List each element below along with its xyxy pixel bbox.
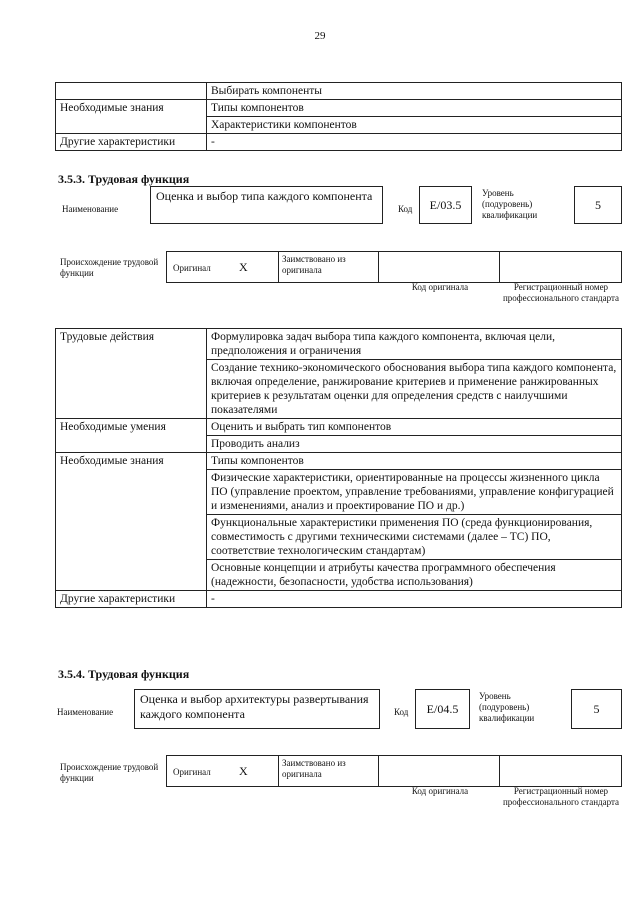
- table-row: [56, 419, 622, 436]
- row-value: Создание технико-экономического обоснования выбора типа каждого компонента, включая определение, ранжирование критериев и применение ранжированных критериев к результатам оценки для определения средств с наилучшими показателями: [207, 360, 622, 419]
- row-label: [56, 117, 207, 134]
- name-label: Наименование: [62, 204, 119, 214]
- reg-number-caption: Регистрационный номер профессионального стандарта: [502, 786, 620, 807]
- row-label: [56, 83, 207, 100]
- row-label: Необходимые знания: [56, 100, 207, 117]
- row-value: Функциональные характеристики применения ПО (среда функционирования, совместимость с другими техническими системами (далее – ТС) ПО, соответствие технологическим стандартам): [207, 515, 622, 560]
- row-value: Выбирать компоненты: [207, 83, 622, 100]
- borrowed-cell: Заимствовано из оригинала: [278, 755, 379, 787]
- origin-label: Происхождение трудовой функции: [60, 762, 159, 783]
- original-mark: X: [239, 260, 248, 274]
- function-name-box: Оценка и выбор типа каждого компонента: [150, 186, 383, 224]
- table-row: [56, 591, 622, 608]
- row-value: Оценить и выбрать тип компонентов: [207, 419, 622, 436]
- reg-number-cell: [499, 755, 622, 787]
- row-value: -: [207, 591, 622, 608]
- section-title: 3.5.3. Трудовая функция: [58, 172, 190, 186]
- reg-number-caption: Регистрационный номер профессионального стандарта: [502, 282, 620, 303]
- code-box: E/03.5: [419, 186, 472, 224]
- row-value: Типы компонентов: [207, 100, 622, 117]
- code-original-caption: Код оригинала: [411, 282, 469, 292]
- original-cell: [166, 251, 279, 283]
- original-label: Оригинал: [173, 263, 211, 273]
- function-table: [55, 328, 622, 608]
- code-label: Код: [394, 707, 409, 717]
- row-label: Необходимые знания: [56, 453, 207, 591]
- original-mark: X: [239, 764, 248, 778]
- row-label: Необходимые умения: [56, 419, 207, 453]
- row-label: Трудовые действия: [56, 329, 207, 419]
- code-original-cell: [378, 251, 500, 283]
- code-original-cell: [378, 755, 500, 787]
- row-label: Другие характеристики: [56, 134, 207, 151]
- top-table: [55, 82, 622, 151]
- function-name-box: Оценка и выбор архитектуры развертывания каждого компонента: [134, 689, 380, 729]
- borrowed-cell: Заимствовано из оригинала: [278, 251, 379, 283]
- table-row: [56, 83, 622, 100]
- table-row: [56, 329, 622, 360]
- row-value: Физические характеристики, ориентированные на процессы жизненного цикла ПО (управление проектом, управление требованиями, управление конфигурацией и изменениями, анализ и проектирование ПО и др.): [207, 470, 622, 515]
- row-value: Проводить анализ: [207, 436, 622, 453]
- code-box: E/04.5: [415, 689, 470, 729]
- origin-label: Происхождение трудовой функции: [60, 257, 159, 278]
- level-box: 5: [574, 186, 622, 224]
- level-label: Уровень (подуровень) квалификации: [479, 691, 535, 723]
- page-number: 29: [314, 30, 326, 42]
- level-box: 5: [571, 689, 622, 729]
- row-value: -: [207, 134, 622, 151]
- section-title: 3.5.4. Трудовая функция: [58, 667, 190, 681]
- table-row: [56, 117, 622, 134]
- row-value: Типы компонентов: [207, 453, 622, 470]
- name-label: Наименование: [57, 707, 114, 717]
- row-value: Формулировка задач выбора типа каждого компонента, включая цели, предположения и ограничения: [207, 329, 622, 360]
- row-label: Другие характеристики: [56, 591, 207, 608]
- code-label: Код: [398, 204, 413, 214]
- table-row: [56, 453, 622, 470]
- original-label: Оригинал: [173, 767, 211, 777]
- table-row: [56, 134, 622, 151]
- level-label: Уровень (подуровень) квалификации: [482, 188, 538, 220]
- row-value: Характеристики компонентов: [207, 117, 622, 134]
- reg-number-cell: [499, 251, 622, 283]
- table-row: [56, 100, 622, 117]
- row-value: Основные концепции и атрибуты качества программного обеспечения (надежности, безопасности, удобства использования): [207, 560, 622, 591]
- original-cell: [166, 755, 279, 787]
- code-original-caption: Код оригинала: [411, 786, 469, 796]
